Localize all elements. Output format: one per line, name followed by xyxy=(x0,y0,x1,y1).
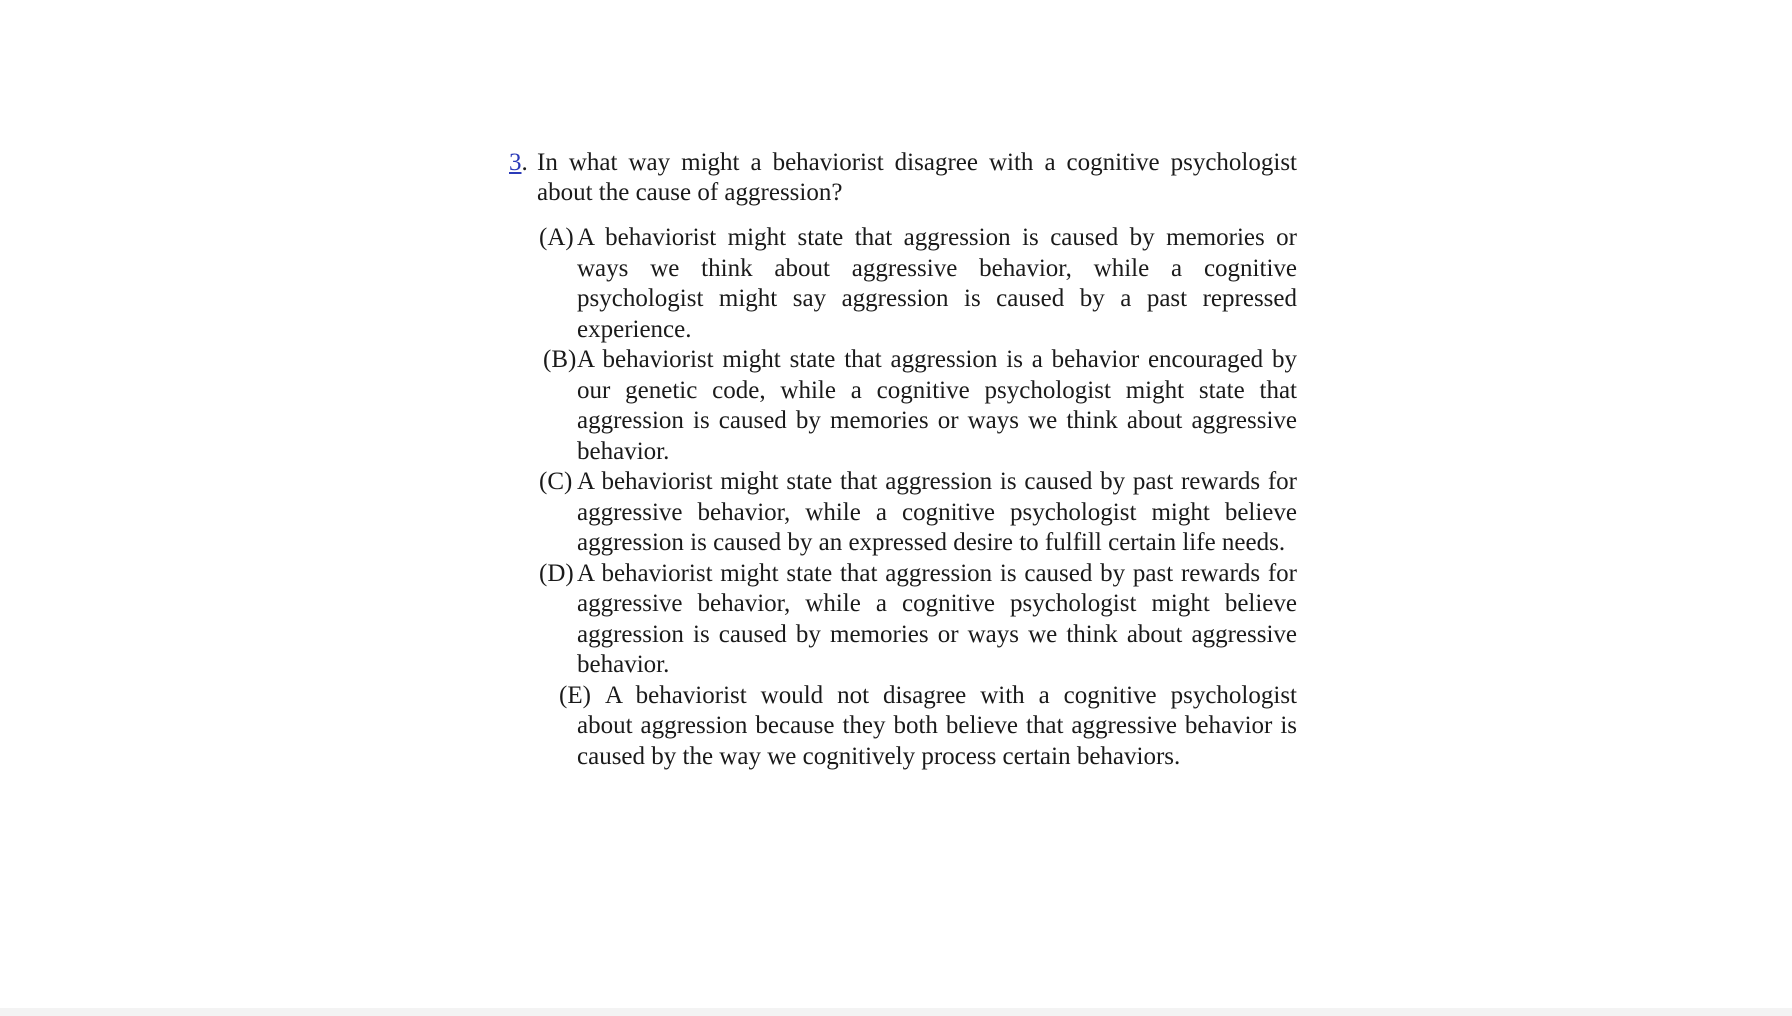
question-stem: In what way might a behaviorist disagree with a cognitive psychologist about the cause of aggression? xyxy=(537,149,1297,206)
option-text: A behaviorist might state that aggression is caused by past rewards for aggressive behavior, while a cognitive psychologist might believe aggression is caused by memories or ways we think about aggressive behavior. xyxy=(577,559,1297,678)
cropped-text-glyphs xyxy=(508,124,938,134)
question-number[interactable] xyxy=(509,148,528,178)
option-b xyxy=(509,345,1297,467)
option-text: A behaviorist might state that aggression is caused by past rewards for aggressive behavior, while a cognitive psychologist might believe aggression is caused by an expressed desire to fulfill certain life needs. xyxy=(577,468,1297,556)
option-letter: (E) xyxy=(559,681,591,709)
option-a xyxy=(509,223,1297,345)
option-e xyxy=(509,681,1297,773)
answer-options xyxy=(509,223,1297,772)
option-text: A behaviorist might state that aggression is caused by memories or ways we think about aggressive behavior, while a cognitive psychologist might say aggression is caused by a past repressed experience. xyxy=(577,224,1297,343)
option-c xyxy=(509,467,1297,559)
option-text: A behaviorist might state that aggression is a behavior encouraged by our genetic code, while a cognitive psychologist might state that aggression is caused by memories or ways we think about aggressive behavior. xyxy=(577,346,1297,465)
option-letter: (D) xyxy=(539,559,574,587)
cropped-previous-text-line xyxy=(508,124,938,134)
option-letter: (C) xyxy=(539,468,573,495)
bottom-edge-strip xyxy=(0,1008,1792,1016)
question-number-link[interactable]: 3 xyxy=(509,149,522,176)
question-block xyxy=(509,148,1297,208)
option-letter: (B) xyxy=(543,346,577,373)
option-letter: (A) xyxy=(539,224,574,251)
question-number-suffix: . xyxy=(521,149,528,176)
option-d xyxy=(509,559,1297,681)
option-text: A behaviorist would not disagree with a cognitive psychologist about aggression because they both believe that aggressive behavior is caused by the way we cognitively process certain behaviors. xyxy=(577,681,1297,770)
